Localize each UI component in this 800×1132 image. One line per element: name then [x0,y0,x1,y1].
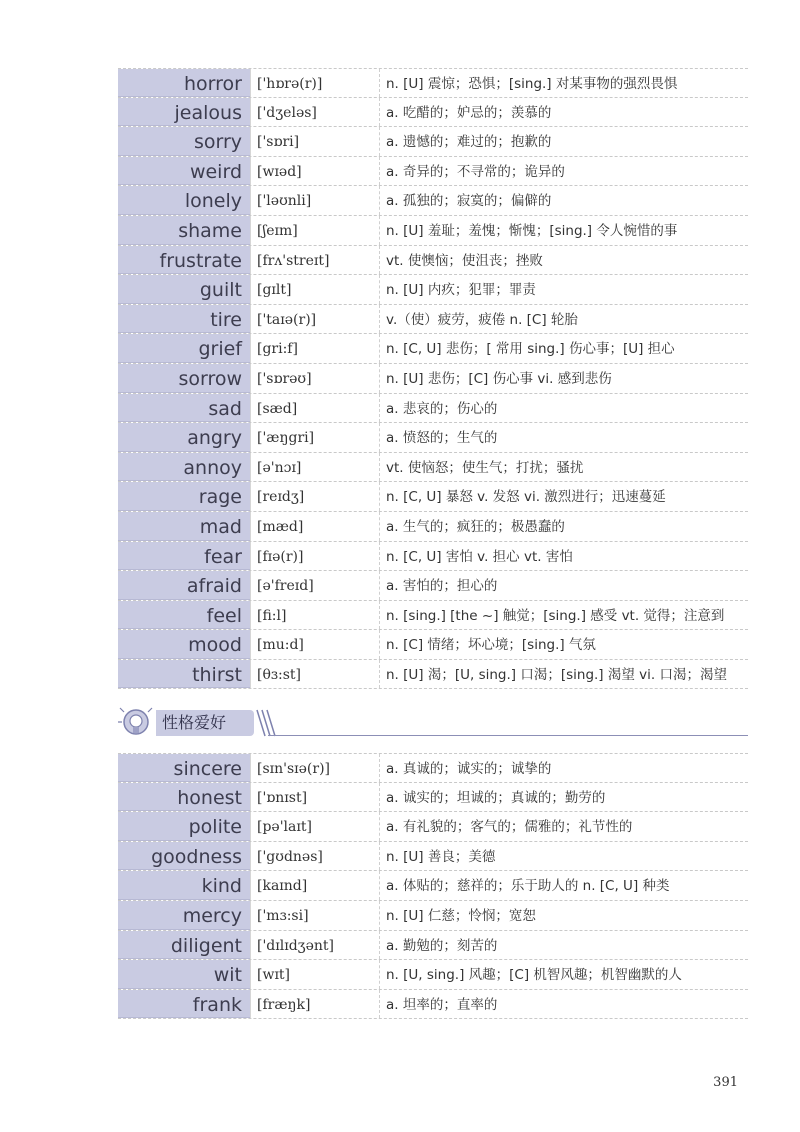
table-row [118,275,748,305]
word-cell: annoy [118,453,250,482]
phonetic-cell: [frʌ'streɪt] [250,246,380,275]
phonetic-cell: [gri:f] [250,334,380,363]
table-row [118,68,748,98]
definition-cell: a. 真诚的；诚实的；诚挚的 [386,761,552,777]
section-divider [268,735,748,736]
word-cell: grief [118,334,250,363]
phonetic-cell: [kaɪnd] [250,871,380,900]
definition-cell: n. [U] 羞耻；羞愧；惭愧；[sing.] 令人惋惜的事 [386,222,678,239]
phonetic-cell: ['gʊdnəs] [250,842,380,871]
definition-cell: n. [U] 悲伤；[C] 伤心事 vi. 感到悲伤 [386,370,612,387]
table-row [118,901,748,931]
table-row [118,753,748,783]
word-cell: lonely [118,186,250,215]
table-row [118,842,748,872]
definition-cell: a. 奇异的；不寻常的；诡异的 [386,163,565,180]
word-cell: rage [118,482,250,511]
definition-cell: n. [C, U] 悲伤；[ 常用 sing.] 伤心事；[U] 担心 [386,341,675,358]
table-row [118,812,748,842]
stripes-decoration [256,708,276,738]
definition-cell: n. [U, sing.] 风趣；[C] 机智风趣；机智幽默的人 [386,967,682,984]
table-row [118,482,748,512]
table-row [118,660,748,690]
word-cell: wit [118,960,250,989]
table-row [118,453,748,483]
table-row [118,157,748,187]
phonetic-cell: ['ɒnɪst] [250,783,380,812]
definition-cell: a. 害怕的；担心的 [386,578,498,595]
word-cell: honest [118,783,250,812]
word-cell: sorry [118,127,250,156]
table-row [118,601,748,631]
definition-cell: a. 遗憾的；难过的；抱歉的 [386,134,552,151]
word-cell: goodness [118,842,250,871]
table-row [118,334,748,364]
lightbulb-icon [118,706,158,740]
table-row [118,571,748,601]
phonetic-cell: [θɜ:st] [250,660,380,689]
section-header [118,706,748,738]
table-row [118,990,748,1020]
table-row [118,246,748,276]
phonetic-cell: [wɪt] [250,960,380,989]
word-cell: guilt [118,275,250,304]
definition-cell: n. [U] 震惊；恐惧；[sing.] 对某事物的强烈畏惧 [386,76,678,92]
word-cell: thirst [118,660,250,689]
table-row [118,423,748,453]
definition-cell: a. 体贴的；慈祥的；乐于助人的 n. [C, U] 种类 [386,878,670,895]
table-row [118,871,748,901]
table-row [118,98,748,128]
phonetic-cell: ['dɪlɪdʒənt] [250,931,380,960]
phonetic-cell: ['sɒri] [250,127,380,156]
phonetic-cell: ['æŋgri] [250,423,380,452]
phonetic-cell: [fræŋk] [250,990,380,1019]
definition-cell: n. [C] 情绪；坏心境；[sing.] 气氛 [386,637,596,654]
definition-cell: n. [U] 仁慈；怜悯；宽恕 [386,907,536,924]
word-cell: horror [118,69,250,97]
table-row [118,186,748,216]
word-cell: mad [118,512,250,541]
definition-cell: v.（使）疲劳，疲倦 n. [C] 轮胎 [386,311,578,328]
word-cell: jealous [118,98,250,127]
definition-cell: a. 勤勉的；刻苦的 [386,937,498,954]
vocab-table-emotions [118,68,748,689]
phonetic-cell: ['taɪə(r)] [250,305,380,334]
table-row [118,394,748,424]
word-cell: weird [118,157,250,186]
table-row [118,305,748,335]
phonetic-cell: ['sɒrəʊ] [250,364,380,393]
table-row [118,512,748,542]
table-row [118,931,748,961]
word-cell: angry [118,423,250,452]
phonetic-cell: [ʃeɪm] [250,216,380,245]
definition-cell: a. 孤独的；寂寞的；偏僻的 [386,193,552,210]
table-row [118,783,748,813]
table-row [118,542,748,572]
phonetic-cell: ['ləʊnli] [250,186,380,215]
definition-cell: vt. 使恼怒；使生气；打扰；骚扰 [386,459,584,476]
word-cell: polite [118,812,250,841]
definition-cell: n. [C, U] 暴怒 v. 发怒 vi. 激烈进行；迅速蔓延 [386,489,666,506]
phonetic-cell: ['dʒeləs] [250,98,380,127]
word-cell: kind [118,871,250,900]
phonetic-cell: [fi:l] [250,601,380,630]
table-row [118,127,748,157]
definition-cell: n. [U] 渴；[U, sing.] 口渴；[sing.] 渴望 vi. 口渴；渴望 [386,666,727,683]
definition-cell: a. 诚实的；坦诚的；真诚的；勤劳的 [386,789,606,806]
word-cell: tire [118,305,250,334]
definition-cell: a. 悲哀的；伤心的 [386,400,498,417]
definition-cell: vt. 使懊恼；使沮丧；挫败 [386,252,543,269]
phonetic-cell: [reɪdʒ] [250,482,380,511]
phonetic-cell: [pə'laɪt] [250,812,380,841]
page-number: 391 [713,1075,738,1090]
vocab-table-personality [118,753,748,1019]
word-cell: frank [118,990,250,1019]
definition-cell: n. [U] 善良；美德 [386,848,496,865]
word-cell: mercy [118,901,250,930]
word-cell: fear [118,542,250,571]
phonetic-cell: ['hɒrə(r)] [250,69,380,97]
phonetic-cell: [ə'nɔɪ] [250,453,380,482]
word-cell: sincere [118,754,250,782]
phonetic-cell: [ə'freɪd] [250,571,380,600]
table-row [118,960,748,990]
phonetic-cell: [gɪlt] [250,275,380,304]
word-cell: sad [118,394,250,423]
word-cell: diligent [118,931,250,960]
definition-cell: a. 生气的；疯狂的；极愚蠢的 [386,518,565,535]
definition-cell: n. [sing.] [the ~] 触觉；[sing.] 感受 vt. 觉得；注意到 [386,607,725,624]
phonetic-cell: [sɪn'sɪə(r)] [250,754,380,782]
word-cell: frustrate [118,246,250,275]
word-cell: afraid [118,571,250,600]
definition-cell: a. 坦率的；直率的 [386,996,498,1013]
word-cell: shame [118,216,250,245]
definition-cell: a. 吃醋的；妒忌的；羡慕的 [386,104,552,121]
table-row [118,216,748,246]
phonetic-cell: [wɪəd] [250,157,380,186]
definition-cell: a. 有礼貌的；客气的；儒雅的；礼节性的 [386,819,633,836]
phonetic-cell: [fɪə(r)] [250,542,380,571]
table-row [118,630,748,660]
word-cell: sorrow [118,364,250,393]
word-cell: mood [118,630,250,659]
phonetic-cell: ['mɜ:si] [250,901,380,930]
definition-cell: n. [U] 内疚；犯罪；罪责 [386,282,536,299]
definition-cell: a. 愤怒的；生气的 [386,430,498,447]
definition-cell: n. [C, U] 害怕 v. 担心 vt. 害怕 [386,548,573,565]
phonetic-cell: [mæd] [250,512,380,541]
section-title: 性格爱好 [162,713,227,732]
phonetic-cell: [mu:d] [250,630,380,659]
word-cell: feel [118,601,250,630]
table-row [118,364,748,394]
phonetic-cell: [sæd] [250,394,380,423]
